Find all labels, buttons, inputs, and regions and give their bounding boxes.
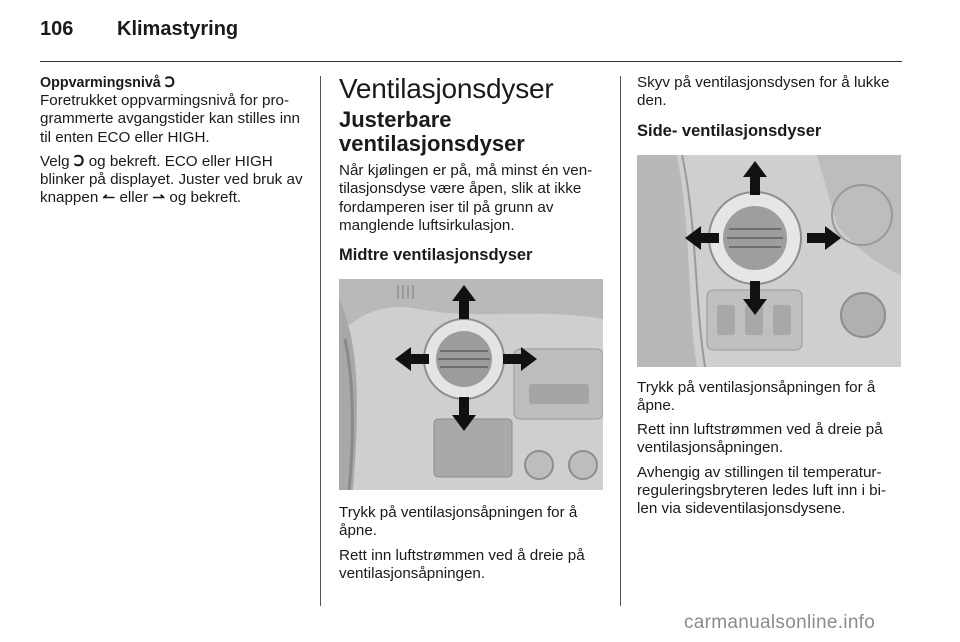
vents-intro: Når kjølingen er på, må minst én ven-tilasjonsdyse være åpen, slik at ikke fordamperen iser til på grunn av manglende luftsirkulasjon. xyxy=(339,162,593,234)
column-2 xyxy=(339,74,605,589)
column-3 xyxy=(637,74,903,525)
right-arrow-button-icon: ⇀ xyxy=(152,189,166,207)
center-vents-para1: Trykk på ventilasjonsåpningen for å åpne. xyxy=(339,504,578,540)
column-divider-2 xyxy=(620,76,621,606)
heating-level-para1: Foretrukket oppvarmingsnivå for pro-grammerte avgangstider kan stilles inn til enten ECO eller HIGH. xyxy=(40,92,300,146)
watermark: carmanualsonline.info xyxy=(684,612,876,633)
heating-level-subheading: Oppvarmingsnivå Ↄ xyxy=(40,75,175,91)
side-vents-para2: Rett inn luftstrømmen ved å dreie på ventilasjonsåpningen. xyxy=(637,421,883,457)
side-vents-para3: Avhengig av stillingen til temperatur-reguleringsbryteren ledes luft inn i bi-len via sideventilasjonsdysene. xyxy=(637,463,887,518)
heating-level-para2: Velg Ↄ og bekreft. ECO eller HIGH blinker på displayet. Juster ved bruk av knappen ↼ eller ⇀ og bekreft. xyxy=(40,152,303,207)
running-title: Klimastyring xyxy=(117,18,239,40)
header-rule xyxy=(40,61,902,62)
side-vent-illustration xyxy=(637,155,901,367)
center-vents-para2: Rett inn luftstrømmen ved å dreie på ventilasjonsåpningen. xyxy=(339,546,585,583)
page-number: 106 xyxy=(40,18,74,40)
column-1 xyxy=(40,74,308,214)
left-arrow-button-icon: ↼ xyxy=(102,189,116,207)
close-vent-para: Skyv på ventilasjonsdysen for å lukke den. xyxy=(637,74,890,110)
subheading-adjustable-vents: Justerbare ventilasjonsdyser xyxy=(339,107,525,156)
heating-level-icon: Ↄ xyxy=(164,75,175,91)
page-header xyxy=(40,18,900,48)
side-vents-para1: Trykk på ventilasjonsåpningen for å åpne. xyxy=(637,378,876,414)
center-vent-illustration xyxy=(339,279,603,490)
heating-level-icon: Ↄ xyxy=(73,152,85,170)
section-heading-vents: Ventilasjonsdyser xyxy=(339,73,554,104)
center-vents-heading: Midtre ventilasjonsdyser xyxy=(339,246,533,265)
side-vents-heading: Side- ventilasjonsdyser xyxy=(637,121,822,140)
column-divider-1 xyxy=(320,76,321,606)
